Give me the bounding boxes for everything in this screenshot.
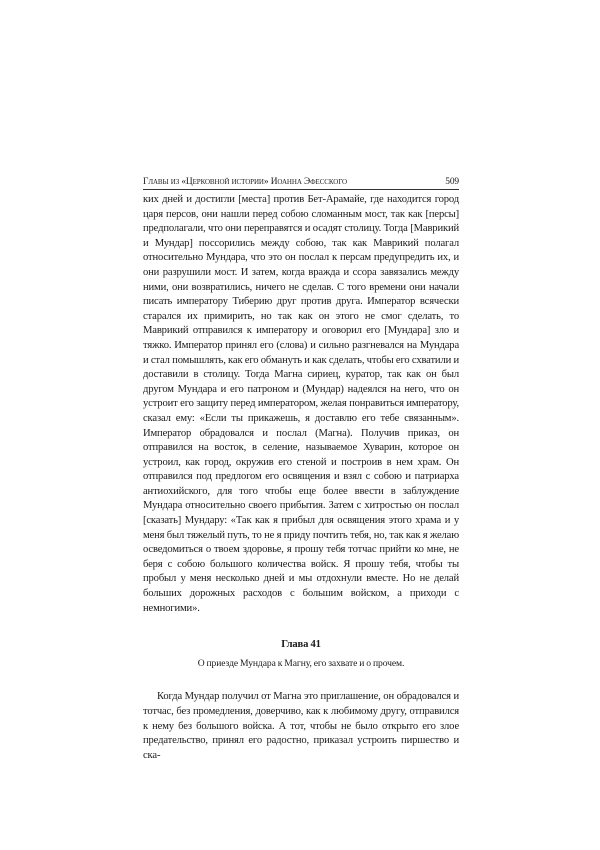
page-number: 509 [445,177,459,187]
running-title: Главы из «Церковной истории» Иоанна Эфесского [143,177,347,187]
book-page [143,177,459,763]
chapter-subtitle: О приезде Мундара к Магну, его захвате и о прочем. [197,657,405,669]
paragraph-chapter-41: Когда Мундар получил от Магна это приглашение, он обрадовался и тотчас, без промедления, доверчиво, как к любимому другу, отправился к нему без большого войска. А тот, чтобы не было открыто его злое предательство, принял его радостно, приказал устроить пиршество и ска- [143,691,459,761]
page-header [143,177,459,190]
paragraph-continued: ких дней и достигли [места] против Бет-Арамайе, где находится город царя персов, они нашли перед собою сломанным мост, так как [персы] предполагали, что они переправятся и осадят столицу. Тогда [Маврикий и Мундар] поссорились между собою, так как Маврикий полагал относительно Мундара, что это он послал к персам предупредить их, и они разрушили мост. И затем, когда вражда и ссора завязались между ними, они возвратились, ничего не сделав. С того времени они начали писать императору Тиберию друг против друга. Император всячески старался их примирить, но так как он этого не смог сделать, то Маврикий отправился к императору и оговорил его [Мундара] зло и тяжко. Император принял его (слова) и сильно разгневался на Мундара и стал помышлять, как его обмануть и как сделать, чтобы его схватили и доставили в столицу. Тогда Магна сириец, куратор, так как он был другом Мундара и его патроном и (Мундар) надеялся на него, что он устроит его защиту перед императором, желая понравиться императору, сказал ему: «Если ты прикажешь, я доставлю его тебе связанным». Император обрадовался и послал (Магна). Получив приказ, он отправился на восток, в селение, называемое Хуварин, которое он устроил, как город, окружив его стеной и построив в нем храм. Он отправился под предлогом его освящения и взял с собою и патриарха антиохийского, для того чтобы еще более ввести в заблуждение Мундара относительно своего прибытия. Затем с хитростью он послал [сказать] Мундару: «Так как я прибыл для освящения этого храма и у меня был тяжелый путь, то не я приду почтить тебя, но, так как я желаю осведомиться о твоем здоровье, я прошу тебя тотчас прийти ко мне, не беря с собою большого количества войск. Я прошу тебя, чтобы ты пробыл у меня несколько дней и мы отдохнули вместе. Но не делай больших дорожных расходов с большим войском, а приходи с немногими». [143,194,459,614]
body-text [143,193,459,763]
chapter-heading: Глава 41 [281,639,321,651]
